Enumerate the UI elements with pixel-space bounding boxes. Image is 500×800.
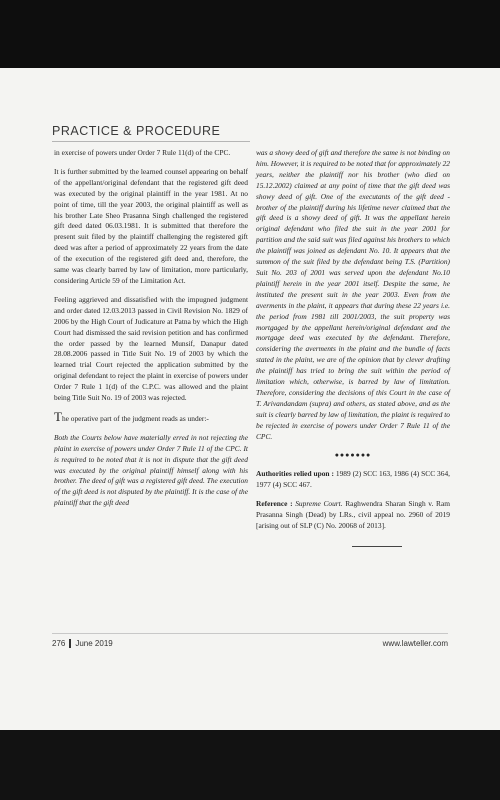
page-number: 276	[52, 639, 66, 648]
issue-date: June 2019	[75, 639, 113, 648]
title-underline	[52, 141, 250, 142]
right-column	[256, 148, 450, 547]
section-separator: ●●●●●●●	[334, 451, 372, 460]
footer-left	[52, 639, 113, 648]
right-paragraph-1-quote: was a showy deed of gift and therefore the same is not binding on him. However, it is required to be noted that for approximately 22 years, neither the plaintiff nor his brother (who died on 15.12.2002) claimed at any point of time that the gift deed was showy deed of gift. One of the executants of the gift deed - brother of the plaintiff during his lifetime never claimed that the gift deed is a showy deed of gift. It was the appellant herein original defendant who filed the suit in the year 2001 for partition and the said suit was filed against his brothers to which the plaintiff was joined as defendant No. 10. It appears that the summon of the suit filed by the defendant being T.S. (Partition) Suit No. 203 of 2001 was served upon the defendant No.10 plaintiff herein in the year 2001 itself. Despite the same, he instituted the present suit in the year 2003. Even from the averments in the plaint, it appears that during these 22 years i.e. the period from 1981 till 2001/2003, the suit property was mortgaged by the appellant herein/original defendant and the mortgage deed was executed by the defendant. Therefore, considering the averments in the plaint and the bundle of facts stated in the plaint, we are of the opinion that by clever drafting the plaintiff has tried to bring the suit within the period of limitation which, otherwise, is barred by law of limitation. Therefore, considering the decisions of this Court in the case of T. Arivandandam (supra) and others, as stated above, and as the suit is clearly barred by law of limitation, the plaint is required to be rejected in exercise of powers under Order 7 Rule 11 of the CPC.	[256, 148, 450, 441]
authorities-label: Authorities relied upon :	[256, 469, 334, 479]
reference-text: Raghwendra Sharan Singh v. Ram Prasanna Singh (Dead) by LRs., civil appeal no. 2960 of 2019 [arising out of SLP (C) No. 20068 of 2013].	[256, 499, 450, 530]
footer-separator	[69, 639, 71, 648]
left-paragraph-4-text: he operative part of the judgment reads as under:-	[61, 413, 209, 423]
reference-paragraph	[256, 499, 450, 532]
left-paragraph-1: in exercise of powers under Order 7 Rule 11(d) of the CPC.	[54, 148, 231, 157]
left-paragraph-3: Feeling aggrieved and dissatisfied with the impugned judgment and order dated 12.03.2013 passed in Civil Revision No. 1829 of 2006 by the High Court of Judicature at Patna by which the High Court had dismissed the said revision petition and has confirmed the order passed by the learned Munsif, Danapur dated 28.08.2006 passed in Title Suit No. 19 of 2003 by which the learned trial Court rejected the application submitted by the original defendant to reject the plaint in exercise of powers under Order 7 Rule 1 1(d) of the C.P.C. was allowed and the plaint being Title Suit No. 19 of 2003 was rejected.	[54, 294, 248, 403]
top-black-bar	[0, 0, 500, 68]
authorities-text: 1989 (2) SCC 163, 1986 (4) SCC 364, 1977 (4) SCC 467.	[256, 469, 450, 490]
document-page	[0, 68, 500, 730]
footer-rule	[52, 633, 448, 634]
left-column	[54, 148, 248, 517]
left-paragraph-2: It is further submitted by the learned counsel appearing on behalf of the appellant/original defendant that the registered gift deed was executed by the original plaintiff in the year 1981. At no point of time, till the year 2003, the original plaintiff as well as his brother Late Sheo Prasanna Singh challenged the registered gift deed dated 06.03.1981. It is submitted that therefore the present suit filed by the plaintiff challenging the registered gift deed was after a period of approximately 22 years from the date of the execution of the registered gift deed and, therefore, the same was clearly barred by law of limitation, more particularly, considering Article 59 of the Limitation Act.	[54, 166, 248, 285]
bottom-black-bar	[0, 730, 500, 800]
left-paragraph-4	[54, 408, 248, 425]
reference-label: Reference :	[256, 499, 293, 509]
drop-cap: T	[54, 408, 62, 424]
section-title: PRACTICE & PROCEDURE	[52, 124, 221, 138]
website-url: www.lawteller.com	[382, 639, 448, 648]
end-line	[352, 546, 402, 547]
reference-court: Supreme Court.	[292, 499, 343, 509]
left-paragraph-5-quote: Both the Courts below have materially erred in not rejecting the plaint in exercise of powers under Order 7 Rule 11 of the CPC. It is required to be noted that it is not in dispute that the gift deed was executed by the original plaintiff himself along with his brother. The deed of gift was a registered gift deed. The execution of the gift deed is not disputed by the plaintiff. It is the case of the plaintiff that the gift deed	[54, 432, 248, 508]
authorities-paragraph	[256, 469, 450, 491]
